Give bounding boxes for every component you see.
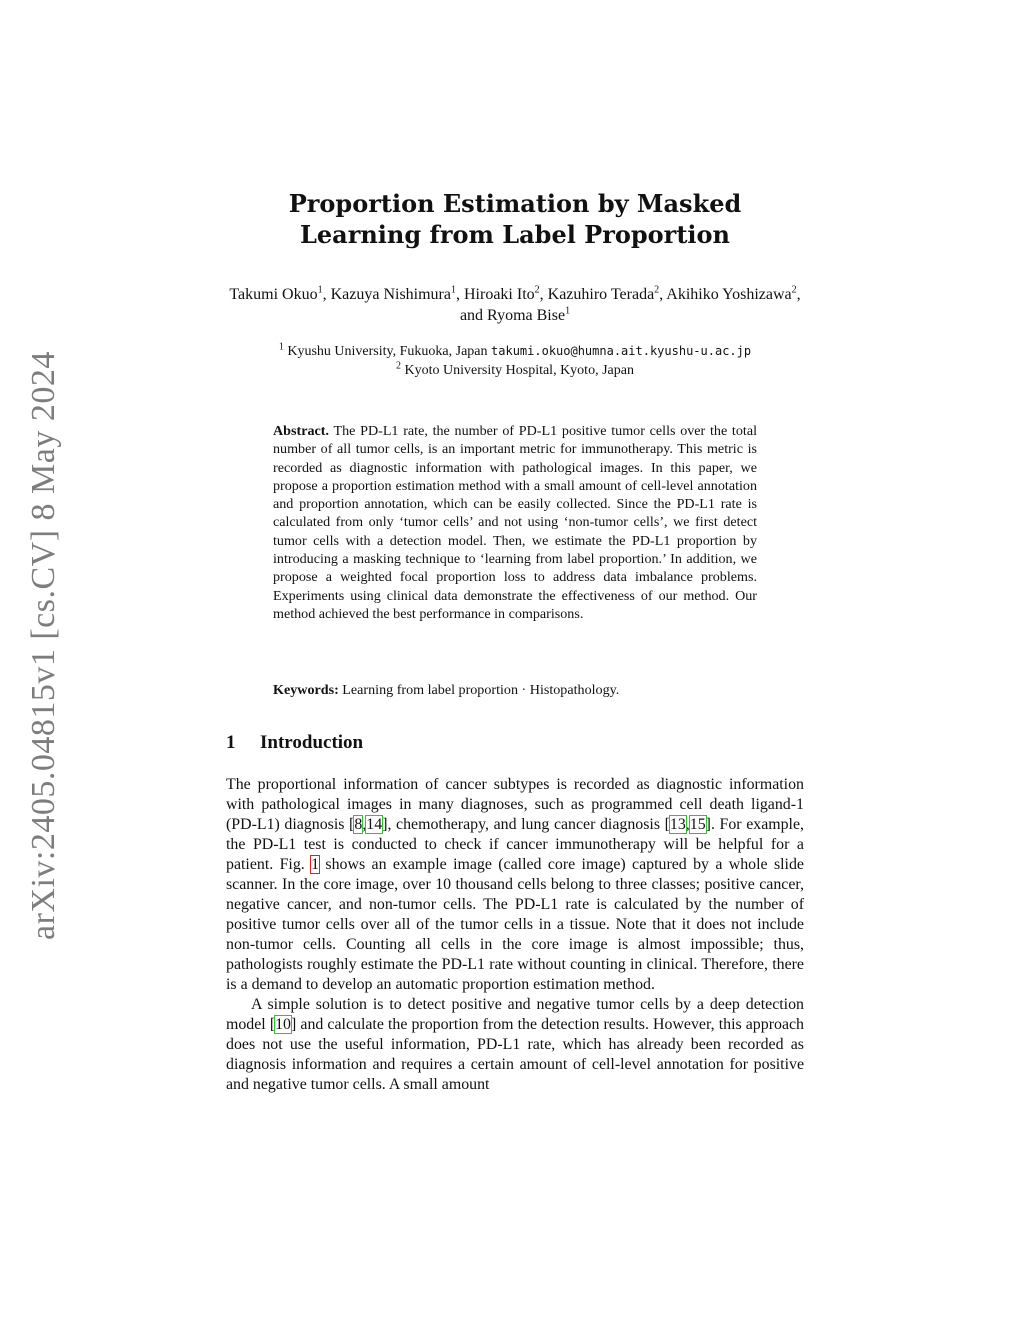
affiliation-list bbox=[226, 342, 804, 380]
keywords-label: Keywords: bbox=[273, 682, 339, 698]
author-affiliation-mark: 2 bbox=[534, 284, 540, 296]
keywords-block bbox=[273, 681, 757, 699]
figure-reference-link[interactable]: 1 bbox=[311, 856, 320, 873]
section-heading bbox=[226, 731, 804, 755]
author-name: , Akihiko Yoshizawa bbox=[659, 286, 792, 303]
body-paragraph bbox=[226, 995, 804, 1095]
author-list bbox=[226, 284, 804, 326]
abstract-text: The PD-L1 rate, the number of PD-L1 positive tumor cells over the total number of all tumor cells, is an important metric for immunotherapy. This metric is recorded as diagnostic information with pathological images. In this paper, we propose a proportion estimation method with a small amount of cell-level annotation and proportion annotation, which can be easily collected. Since the PD-L1 rate is calculated from only ‘tumor cells’ and not using ‘non-tumor cells’, we first detect tumor cells with a detection model. Then, we estimate the PD-L1 proportion by introducing a masking technique to ‘learning from label proportion.’ In addition, we propose a weighted focal proportion loss to address data imbalance problems. Experiments using clinical data demonstrate the effectiveness of our method. Our method achieved the best performance in comparisons. bbox=[273, 423, 757, 622]
abstract-paragraph bbox=[273, 422, 757, 623]
arxiv-identifier-stamp bbox=[24, 350, 64, 940]
body-text-run: , bbox=[685, 816, 690, 833]
body-text-run: shows an example image (called core image) captured by a whole slide scanner. In the core image, over 10 thousand cells belong to three classes; positive cancer, negative cancer, and non-tumor cells. The PD-L1 rate is calculated by the number of positive tumor cells over all of the tumor cells in a tissue. Note that it does not include non-tumor cells. Counting all cells in the core image is almost impossible; thus, pathologists roughly estimate the PD-L1 rate without counting in clinical. Therefore, there is a demand to develop an automatic proportion estimation method. bbox=[226, 856, 804, 993]
abstract-label: Abstract. bbox=[273, 423, 329, 439]
keywords-text: Learning from label proportion · Histopathology. bbox=[342, 682, 620, 698]
citation-link[interactable]: 15 bbox=[689, 816, 706, 833]
body-text-run: ] and calculate the proportion from the detection results. However, this approach does not use the useful information, PD-L1 rate, which has already been recorded as diagnosis information and requires a certain amount of cell-level annotation for positive and negative tumor cells. A small amount bbox=[226, 1016, 804, 1093]
author-name: , and Ryoma Bise bbox=[459, 286, 801, 324]
section-title: Introduction bbox=[260, 732, 364, 753]
author-affiliation-mark: 1 bbox=[450, 284, 456, 296]
section-number: 1 bbox=[226, 732, 236, 753]
introduction-section bbox=[226, 731, 804, 1095]
body-paragraph bbox=[226, 775, 804, 995]
citation-link[interactable]: 13 bbox=[669, 816, 686, 833]
affiliation-mark: 1 bbox=[278, 341, 284, 353]
author-name: , Kazuya Nishimura bbox=[322, 286, 451, 303]
author-affiliation-mark: 2 bbox=[654, 284, 660, 296]
citation-link[interactable]: 10 bbox=[275, 1016, 291, 1033]
author-name: , Kazuhiro Terada bbox=[539, 286, 655, 303]
author-affiliation-mark: 1 bbox=[565, 305, 571, 317]
body-text-run: ]. For example, the PD-L1 test is conducted to check if cancer immunotherapy will be helpful for a patient. Fig. bbox=[226, 816, 804, 873]
citation-link[interactable]: 14 bbox=[366, 816, 383, 833]
affiliation-name: Kyushu University, Fukuoka, Japan bbox=[287, 344, 488, 359]
affiliation-mark: 2 bbox=[396, 360, 402, 372]
body-text-run: , bbox=[362, 816, 367, 833]
arxiv-identifier-text: arXiv:2405.04815v1 [cs.CV] 8 May 2024 bbox=[25, 351, 62, 940]
author-affiliation-mark: 1 bbox=[317, 284, 323, 296]
paper-header bbox=[226, 188, 804, 380]
author-name: Takumi Okuo bbox=[229, 286, 318, 303]
citation-link[interactable]: 8 bbox=[354, 816, 363, 833]
affiliation-line bbox=[226, 361, 804, 380]
affiliation-line bbox=[226, 342, 804, 361]
author-affiliation-mark: 2 bbox=[791, 284, 797, 296]
abstract-block bbox=[273, 422, 757, 623]
body-text-run: A simple solution is to detect positive and negative tumor cells by a deep detection model [ bbox=[226, 996, 804, 1033]
body-text-run: ], chemotherapy, and lung cancer diagnosis [ bbox=[382, 816, 670, 833]
body-text-run: The proportional information of cancer subtypes is recorded as diagnostic information with pathological images in many diagnoses, such as programmed cell death ligand-1 (PD-L1) diagnosis [ bbox=[226, 776, 804, 833]
paper-title: Proportion Estimation by Masked Learning from Label Proportion bbox=[288, 189, 742, 249]
affiliation-name: Kyoto University Hospital, Kyoto, Japan bbox=[404, 363, 634, 378]
author-name: , Hiroaki Ito bbox=[455, 286, 535, 303]
contact-email: takumi.okuo@humna.ait.kyushu-u.ac.jp bbox=[491, 344, 752, 358]
